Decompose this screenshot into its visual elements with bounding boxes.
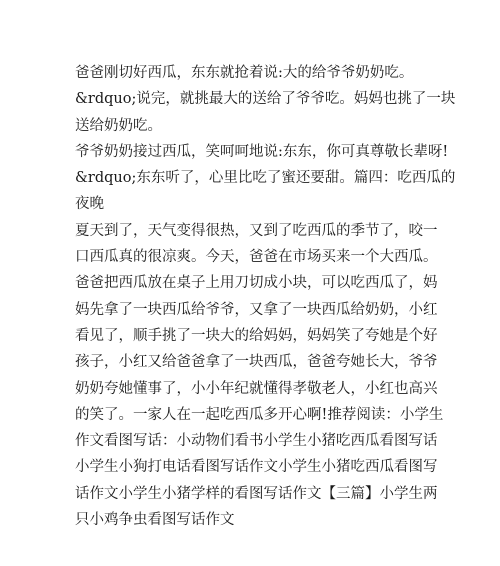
text-line: 夜晚 — [75, 196, 104, 213]
text-line: &rdquo;说完，就挑最大的送给了爷爷吃。妈妈也挑了一块 — [75, 91, 456, 108]
text-line: 妈先拿了一块西瓜给爷爷，又拿了一块西瓜给奶奶，小红 — [75, 301, 438, 318]
text-line: 爷爷奶奶接过西瓜，笑呵呵地说:东东，你可真尊敬长辈呀! — [75, 143, 449, 160]
text-line: 送给奶奶吃。 — [75, 117, 162, 134]
text-line: 奶奶夸她懂事了，小小年纪就懂得孝敬老人，小红也高兴 — [75, 380, 438, 397]
text-line: 的笑了。一家人在一起吃西瓜多开心啊!推荐阅读：小学生 — [75, 406, 444, 423]
text-line: 爸爸把西瓜放在桌子上用刀切成小块，可以吃西瓜了，妈 — [75, 275, 438, 292]
text-line: 口西瓜真的很凉爽。今天，爸爸在市场买来一个大西瓜。 — [75, 249, 438, 266]
document-text — [75, 60, 456, 533]
text-line: 爸爸刚切好西瓜，东东就抢着说:大的给爷爷奶奶吃。 — [75, 65, 414, 81]
text-line: 夏天到了，天气变得很热，又到了吃西瓜的季节了，咬一 — [75, 222, 438, 239]
text-line: 只小鸡争虫看图写话作文 — [75, 512, 235, 529]
text-line: 孩子，小红又给爸爸拿了一块西瓜，爸爸夸她长大，爷爷 — [75, 354, 438, 371]
text-line: 小学生小狗打电话看图写话作文小学生小猪吃西瓜看图写 — [75, 459, 438, 476]
text-line: 看见了，顺手挑了一块大的给妈妈，妈妈笑了夸她是个好 — [75, 327, 438, 344]
text-line: 话作文小学生小猪学样的看图写话作文【三篇】小学生两 — [75, 485, 438, 502]
text-line: 作文看图写话：小动物们看书小学生小猪吃西瓜看图写话 — [75, 433, 438, 450]
text-line: &rdquo;东东听了，心里比吃了蜜还要甜。篇四：吃西瓜的 — [75, 170, 456, 187]
